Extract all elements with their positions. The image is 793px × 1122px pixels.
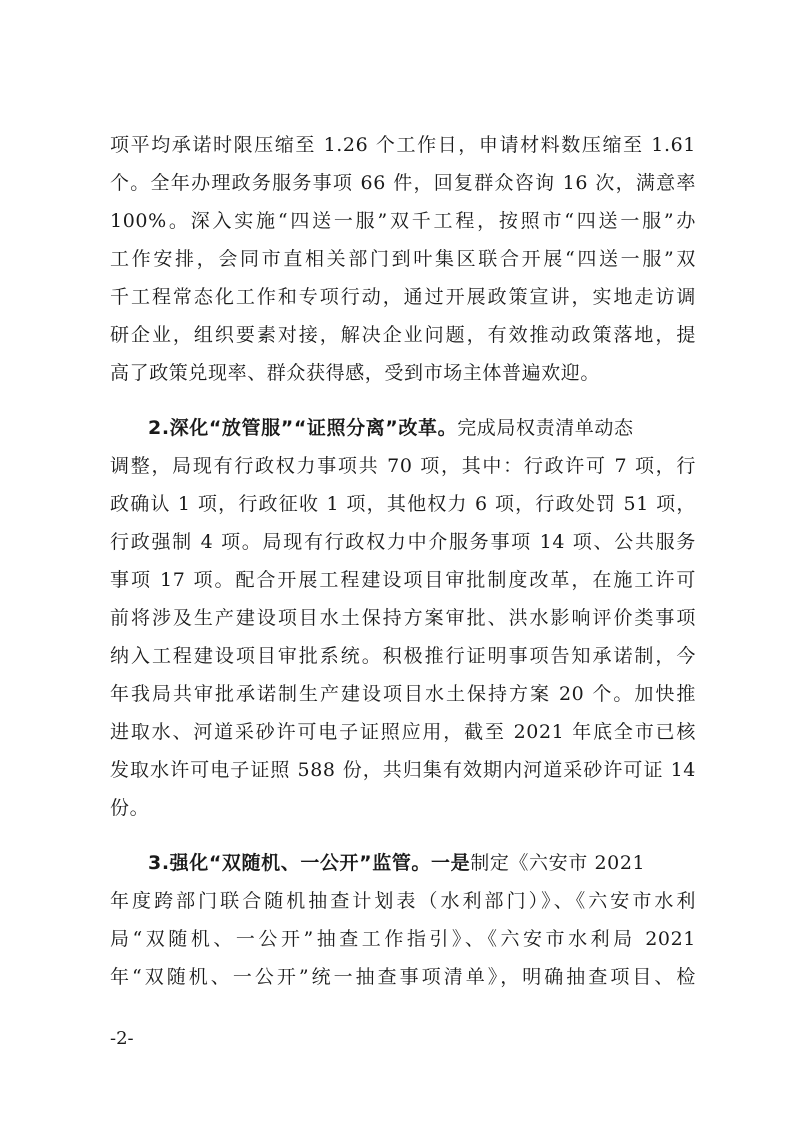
section-2-first-line-text: 完成局权责清单动态 (457, 417, 634, 439)
paragraph-line: 工作安排，会同市直相关部门到叶集区联合开展“四送一服”双 (110, 248, 696, 270)
section-3-first-line (148, 844, 696, 882)
paragraph-line: 前将涉及生产建设项目水土保持方案审批、洪水影响评价类事项 (110, 607, 696, 629)
paragraph-line: 年我局共审批承诺制生产建设项目水土保持方案 20 个。加快推 (110, 683, 696, 705)
paragraph-line: 高了政策兑现率、群众获得感，受到市场主体普遍欢迎。 (110, 362, 601, 384)
paragraph-line: 千工程常态化工作和专项行动，通过开展政策宣讲，实地走访调 (110, 286, 696, 308)
paragraph-line: 进取水、河道采砂许可电子证照应用，截至 2021 年底全市已核 (110, 721, 696, 743)
paragraph-line: 发取水许可电子证照 588 份，共归集有效期内河道采砂许可证 14 (110, 759, 696, 781)
section-3-lead: 一是 (431, 852, 471, 874)
paragraph-line: 100%。深入实施“四送一服”双千工程，按照市“四送一服”办 (110, 210, 696, 232)
paragraph-line: 事项 17 项。配合开展工程建设项目审批制度改革，在施工许可 (110, 569, 696, 591)
paragraph-line: 项平均承诺时限压缩至 1.26 个工作日，申请材料数压缩至 1.61 (110, 134, 696, 156)
paragraph-line: 调整，局现有行政权力事项共 70 项，其中：行政许可 7 项，行 (110, 455, 696, 477)
section-3-first-line-text: 制定《六安市 2021 (470, 852, 646, 874)
paragraph-line: 纳入工程建设项目审批系统。积极推行证明事项告知承诺制，今 (110, 645, 696, 667)
page-number: -2- (110, 1028, 134, 1049)
paragraph-line: 个。全年办理政务服务事项 66 件，回复群众咨询 16 次，满意率 (110, 172, 696, 194)
paragraph-line: 政确认 1 项，行政征收 1 项，其他权力 6 项，行政处罚 51 项， (110, 493, 696, 515)
paragraph-line: 年“双随机、一公开”统一抽查事项清单》，明确抽查项目、检 (110, 966, 696, 988)
paragraph-line: 年度跨部门联合随机抽查计划表（水利部门）》、《六安市水利 (110, 890, 696, 912)
paragraph-line: 行政强制 4 项。局现有行政权力中介服务事项 14 项、公共服务 (110, 531, 696, 553)
paragraph-line: 局“双随机、一公开”抽查工作指引》、《六安市水利局 2021 (110, 928, 696, 950)
section-2-first-line (148, 409, 696, 447)
section-2-heading: 2.深化“放管服”“证照分离”改革。 (148, 417, 458, 439)
section-3-heading: 3.强化“双随机、一公开”监管。 (148, 852, 432, 874)
paragraph-line: 份。 (110, 797, 150, 819)
paragraph-line: 研企业，组织要素对接，解决企业问题，有效推动政策落地，提 (110, 324, 696, 346)
